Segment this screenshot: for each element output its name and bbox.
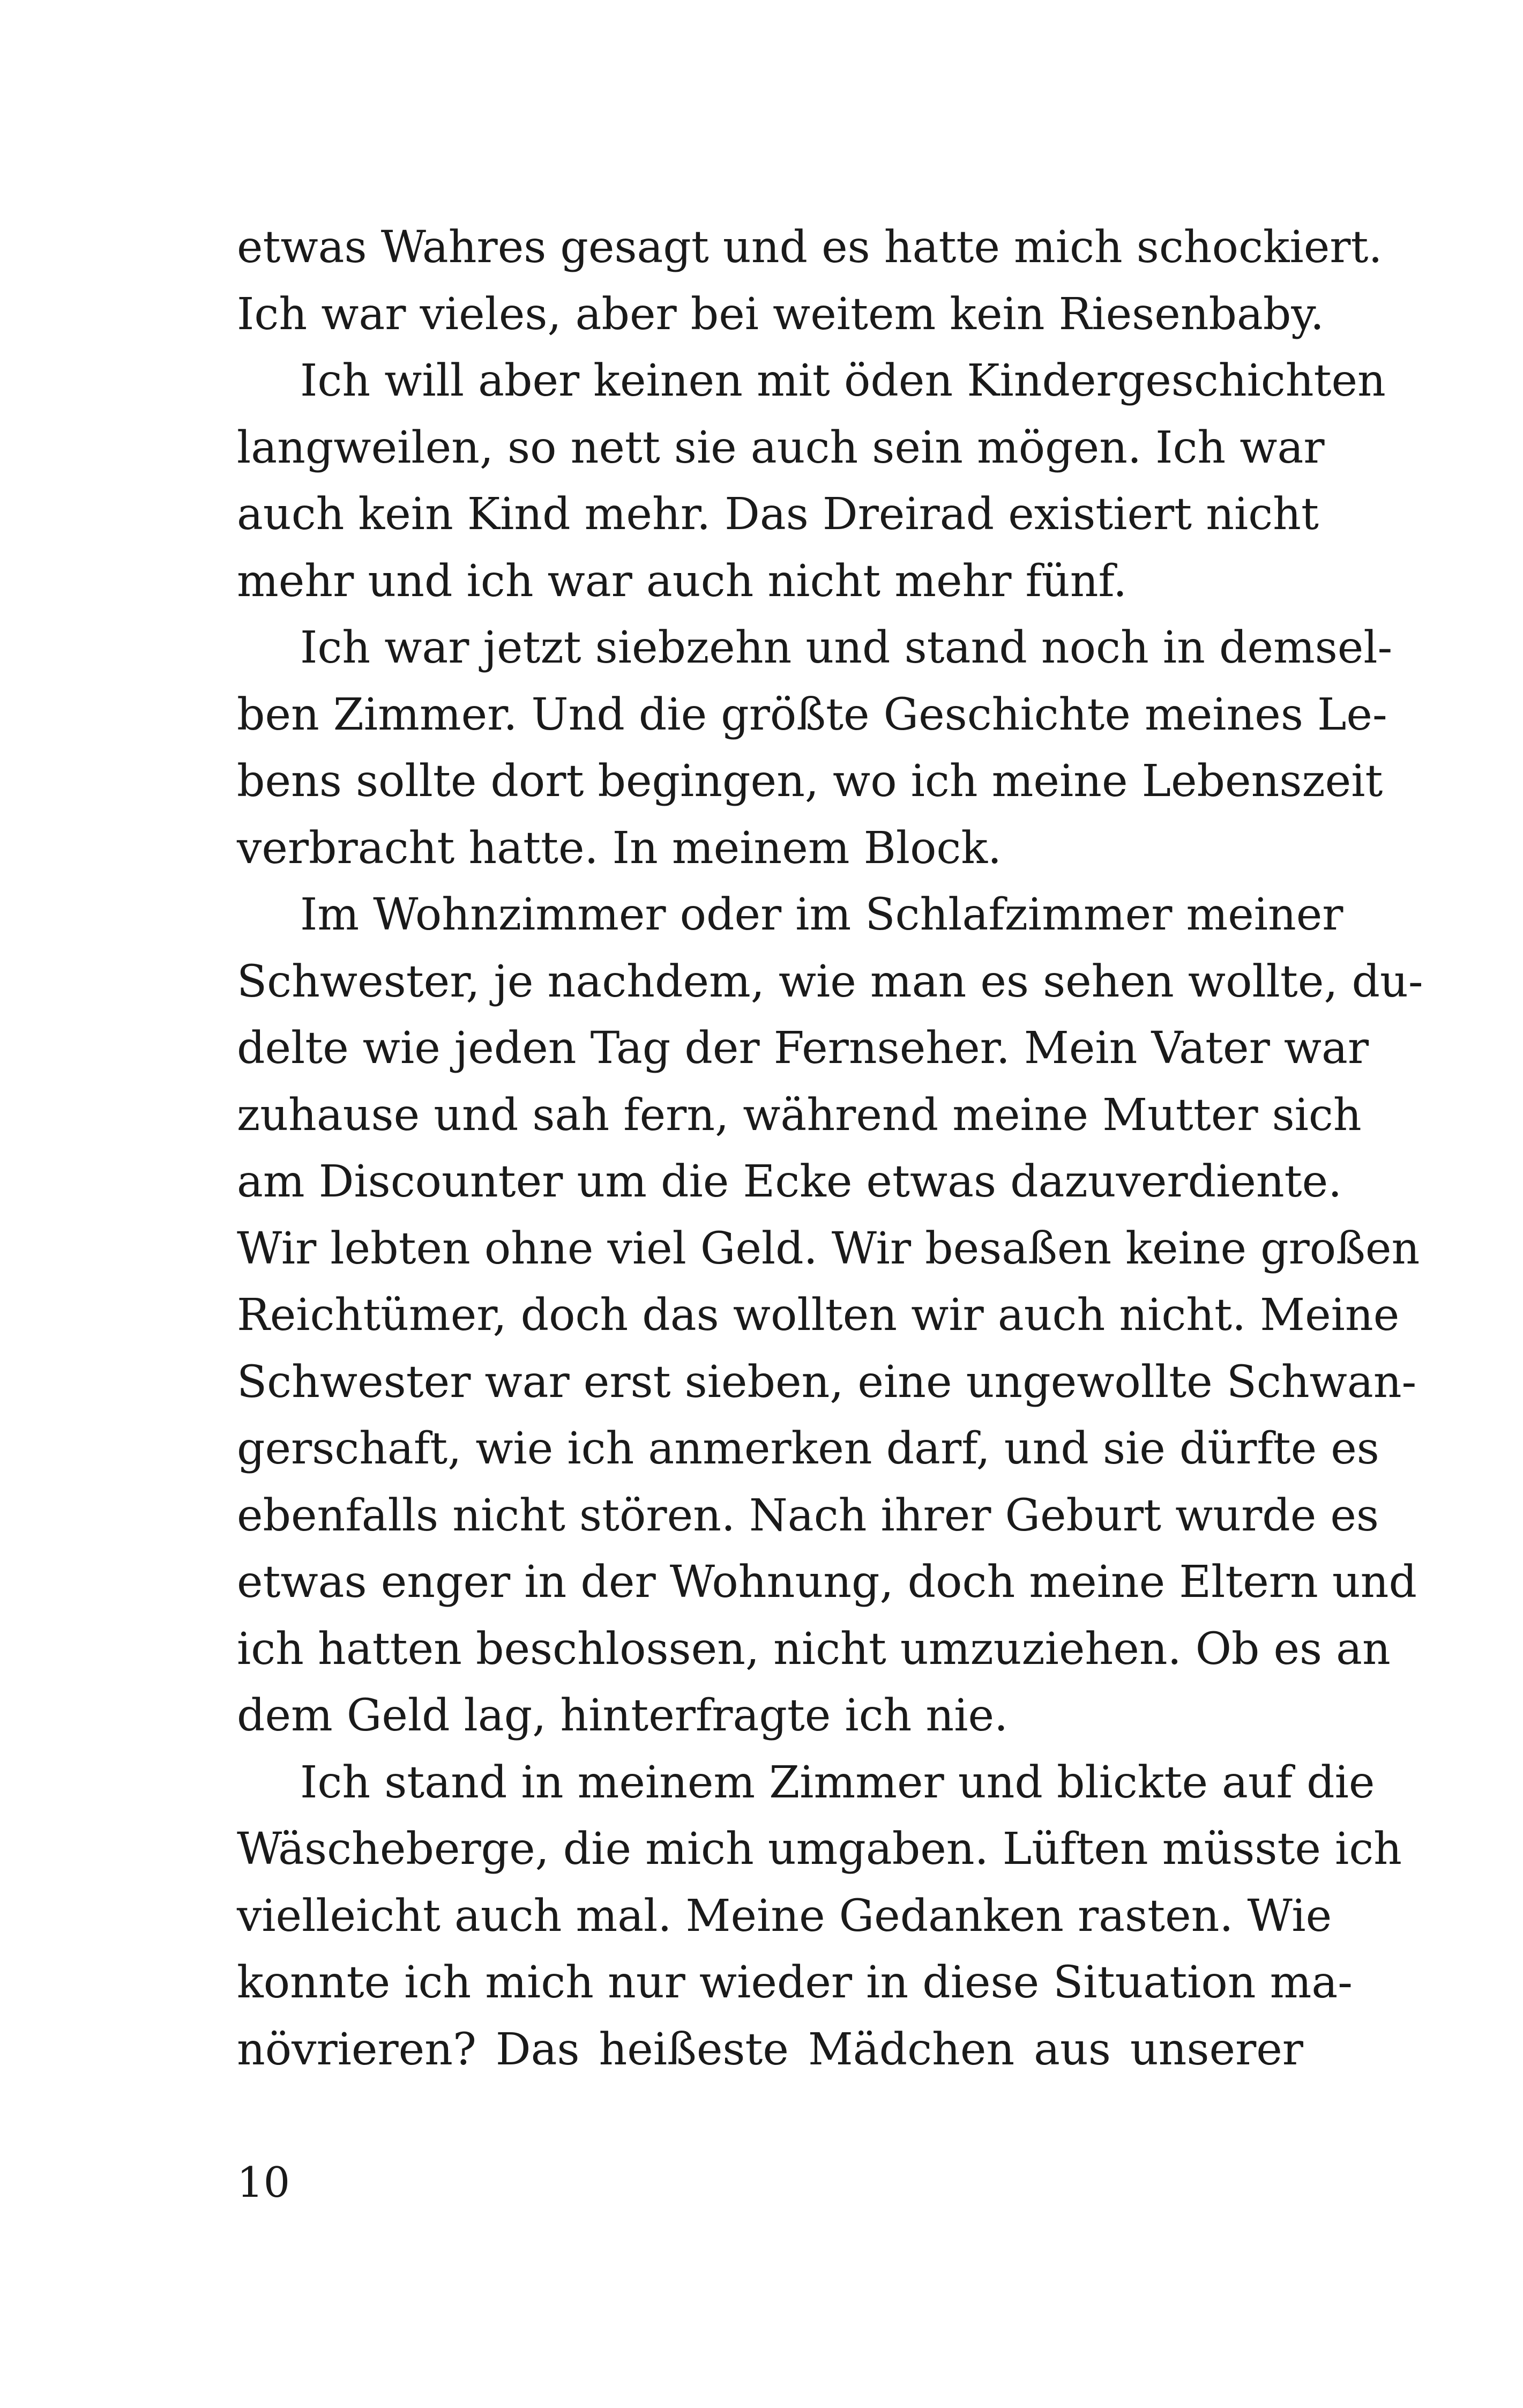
text-line: vielleicht auch mal. Meine Gedanken rasten. Wie xyxy=(237,1890,1332,1942)
text-line: Ich will aber keinen mit öden Kindergeschichten xyxy=(300,355,1386,406)
page-number: 10 xyxy=(237,2159,290,2207)
text-line: mehr und ich war auch nicht mehr fünf. xyxy=(237,555,1128,607)
text-line: auch kein Kind mehr. Das Dreirad existiert nicht xyxy=(237,489,1319,540)
text-line: Reichtümer, doch das wollten wir auch nicht. Meine xyxy=(237,1290,1400,1341)
text-line: Ich stand in meinem Zimmer und blickte auf die xyxy=(300,1757,1375,1808)
text-line: am Discounter um die Ecke etwas dazuverdiente. xyxy=(237,1156,1342,1207)
text-line: langweilen, so nett sie auch sein mögen. Ich war xyxy=(237,422,1325,473)
text-line: Ich war jetzt siebzehn und stand noch in demsel- xyxy=(300,622,1393,673)
text-line: bens sollte dort begingen, wo ich meine Lebenszeit xyxy=(237,756,1383,807)
text-line: etwas Wahres gesagt und es hatte mich schockiert. xyxy=(237,222,1383,273)
text-line: Ich war vieles, aber bei weitem kein Riesenbaby. xyxy=(237,288,1324,340)
text-line: dem Geld lag, hinterfragte ich nie. xyxy=(237,1690,1009,1741)
text-line: gerschaft, wie ich anmerken darf, und sie dürfte es xyxy=(237,1423,1379,1474)
text-line: Schwester, je nachdem, wie man es sehen wollte, du- xyxy=(237,956,1423,1007)
text-line: delte wie jeden Tag der Fernseher. Mein Vater war xyxy=(237,1023,1369,1074)
text-line: növrieren? Das heißeste Mädchen aus unserer xyxy=(237,2024,1303,2075)
text-line: Wäscheberge, die mich umgaben. Lüften müsste ich xyxy=(237,1824,1402,1875)
text-line: ich hatten beschlossen, nicht umzuziehen. Ob es an xyxy=(237,1623,1391,1675)
text-line: Wir lebten ohne viel Geld. Wir besaßen keine großen xyxy=(237,1223,1420,1274)
body-text xyxy=(237,214,1423,2083)
text-line: Im Wohnzimmer oder im Schlafzimmer meiner xyxy=(300,889,1343,940)
text-line: verbracht hatte. In meinem Block. xyxy=(237,822,1002,874)
text-line: ebenfalls nicht stören. Nach ihrer Geburt wurde es xyxy=(237,1490,1379,1541)
text-line: Schwester war erst sieben, eine ungewollte Schwan- xyxy=(237,1356,1417,1408)
text-line: etwas enger in der Wohnung, doch meine Eltern und xyxy=(237,1557,1417,1608)
text-line: ben Zimmer. Und die größte Geschichte meines Le- xyxy=(237,689,1387,740)
text-line: zuhause und sah fern, während meine Mutter sich xyxy=(237,1089,1362,1141)
text-line: konnte ich mich nur wieder in diese Situation ma- xyxy=(237,1957,1353,2008)
